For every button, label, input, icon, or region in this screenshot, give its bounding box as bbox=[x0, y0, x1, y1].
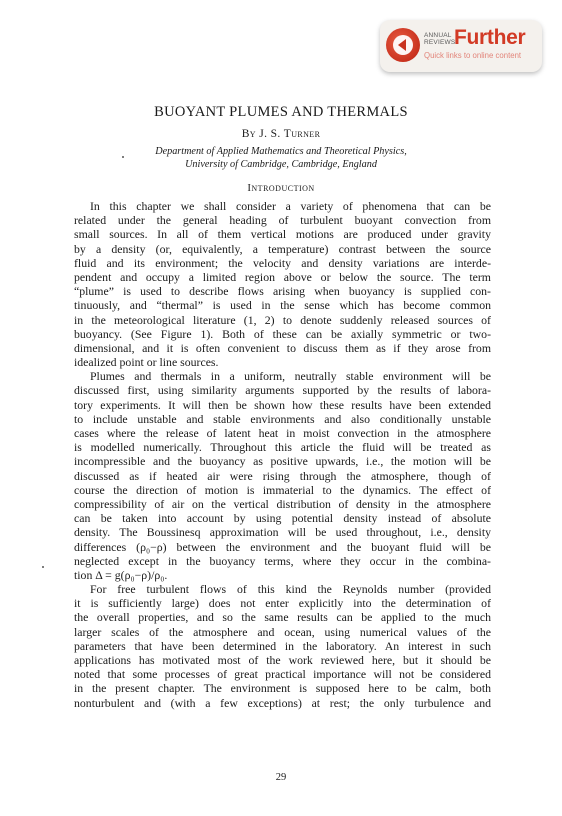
section-heading: Introduction bbox=[247, 182, 315, 194]
body-line: in the meteorological literature (1, 2) to denote suddenly released sources of bbox=[74, 312, 491, 327]
body-line: tion Δ = g(ρ₀−ρ)/ρ₀. bbox=[74, 567, 168, 582]
body-line: idealized point or line sources. bbox=[74, 355, 219, 370]
body-line: buoyancy. (See Figure 1). Both of these can be axially symmetric or two- bbox=[74, 326, 491, 341]
body-line: neglected except in the buoyancy terms, where they occur in the combina- bbox=[74, 553, 491, 568]
article-author: By J. S. Turner bbox=[241, 128, 321, 140]
further-wordmark: Further bbox=[454, 26, 526, 49]
page-number: 29 bbox=[275, 772, 287, 783]
body-line: in the present chapter. The environment is supposed here to be calm, both bbox=[74, 681, 491, 696]
body-line: nonturbulent and (with a few exceptions) at rest; the only turbulence and bbox=[74, 695, 491, 710]
body-line: discussed first, using similarity arguments supported by the results of labora- bbox=[74, 383, 491, 398]
play-back-icon bbox=[386, 28, 420, 62]
body-line: by a density (or, equivalently, a temperature) contrast between the source bbox=[74, 241, 491, 256]
body-line: “plume” is used to describe flows arising when buoyancy is supplied con- bbox=[74, 284, 491, 299]
annual-reviews-wordmark: ANNUAL REVIEWS bbox=[424, 32, 456, 46]
article-title: BUOYANT PLUMES AND THERMALS bbox=[154, 104, 408, 120]
body-line: dimensional, and it is often convenient to discuss them as if they arose from bbox=[74, 340, 491, 355]
body-line: small sources. In all of them vertical motions are produced under gravity bbox=[74, 227, 491, 242]
body-line: discussed as if heated air were rising through the atmosphere, though of bbox=[74, 468, 491, 483]
body-line: cases where the release of latent heat in moist convection in the atmosphere bbox=[74, 426, 491, 440]
body-line: For free turbulent flows of this kind the Reynolds number (provided bbox=[90, 582, 491, 597]
body-line: course the direction of motion is immaterial to the dynamics. The effect of bbox=[74, 482, 491, 497]
body-line: fluid and its environment; the velocity and density variations are interde- bbox=[74, 255, 491, 270]
body-line: it is sufficiently large) does not enter explicitly into the determination of bbox=[74, 596, 491, 611]
body-line: noted that some processes of great practical importance will not be considered bbox=[74, 667, 491, 682]
body-line: the overall properties, and so the same results can be applied to the much bbox=[74, 610, 491, 625]
body-line: pendent and occupy a limited region above or below the source. The term bbox=[74, 269, 491, 284]
body-line: incompressible and the buoyancy as positive upwards, i.e., the motion will be bbox=[74, 454, 491, 469]
body-line: to include unstable and stable environments and also conditionally unstable bbox=[74, 411, 491, 426]
body-line: differences (ρ₀−ρ) between the environment and the buoyant fluid will be bbox=[74, 539, 491, 554]
further-links-badge[interactable] bbox=[380, 20, 542, 72]
badge-tagline[interactable]: Quick links to online content bbox=[424, 51, 522, 60]
body-line: applications has motivated most of the work reviewed here, but it should be bbox=[74, 653, 491, 667]
body-line: density. The Boussinesq approximation will be used throughout, i.e., density bbox=[74, 525, 491, 540]
body-line: larger scales of the atmosphere and ocean, using numerical values of the bbox=[74, 624, 491, 639]
body-line: In this chapter we shall consider a variety of phenomena that can be bbox=[90, 199, 491, 213]
body-line: tinuously, and “thermal” is used in the sense which has become common bbox=[74, 298, 491, 313]
body-line: tory experiments. It will then be shown how these results have been extended bbox=[74, 397, 491, 412]
body-line: related under the general heading of turbulent buoyant convection from bbox=[74, 213, 491, 228]
body-line: parameters that have been determined in the laboratory. An interest in such bbox=[74, 638, 491, 653]
body-line: Plumes and thermals in a uniform, neutrally stable environment will be bbox=[90, 369, 491, 384]
author-affiliation-line-1: Department of Applied Mathematics and Theoretical Physics, bbox=[155, 146, 407, 157]
body-line: can be taken into account by using potential density instead of absolute bbox=[74, 511, 491, 526]
article-body bbox=[74, 199, 491, 710]
scan-speck bbox=[122, 156, 124, 158]
author-affiliation-line-2: University of Cambridge, Cambridge, England bbox=[185, 159, 377, 170]
body-line: compressibility of air on the vertical distribution of density in the atmosphere bbox=[74, 496, 491, 511]
body-line: is modelled numerically. Throughout this article the fluid will be treated as bbox=[74, 440, 491, 455]
scan-speck bbox=[42, 566, 44, 568]
